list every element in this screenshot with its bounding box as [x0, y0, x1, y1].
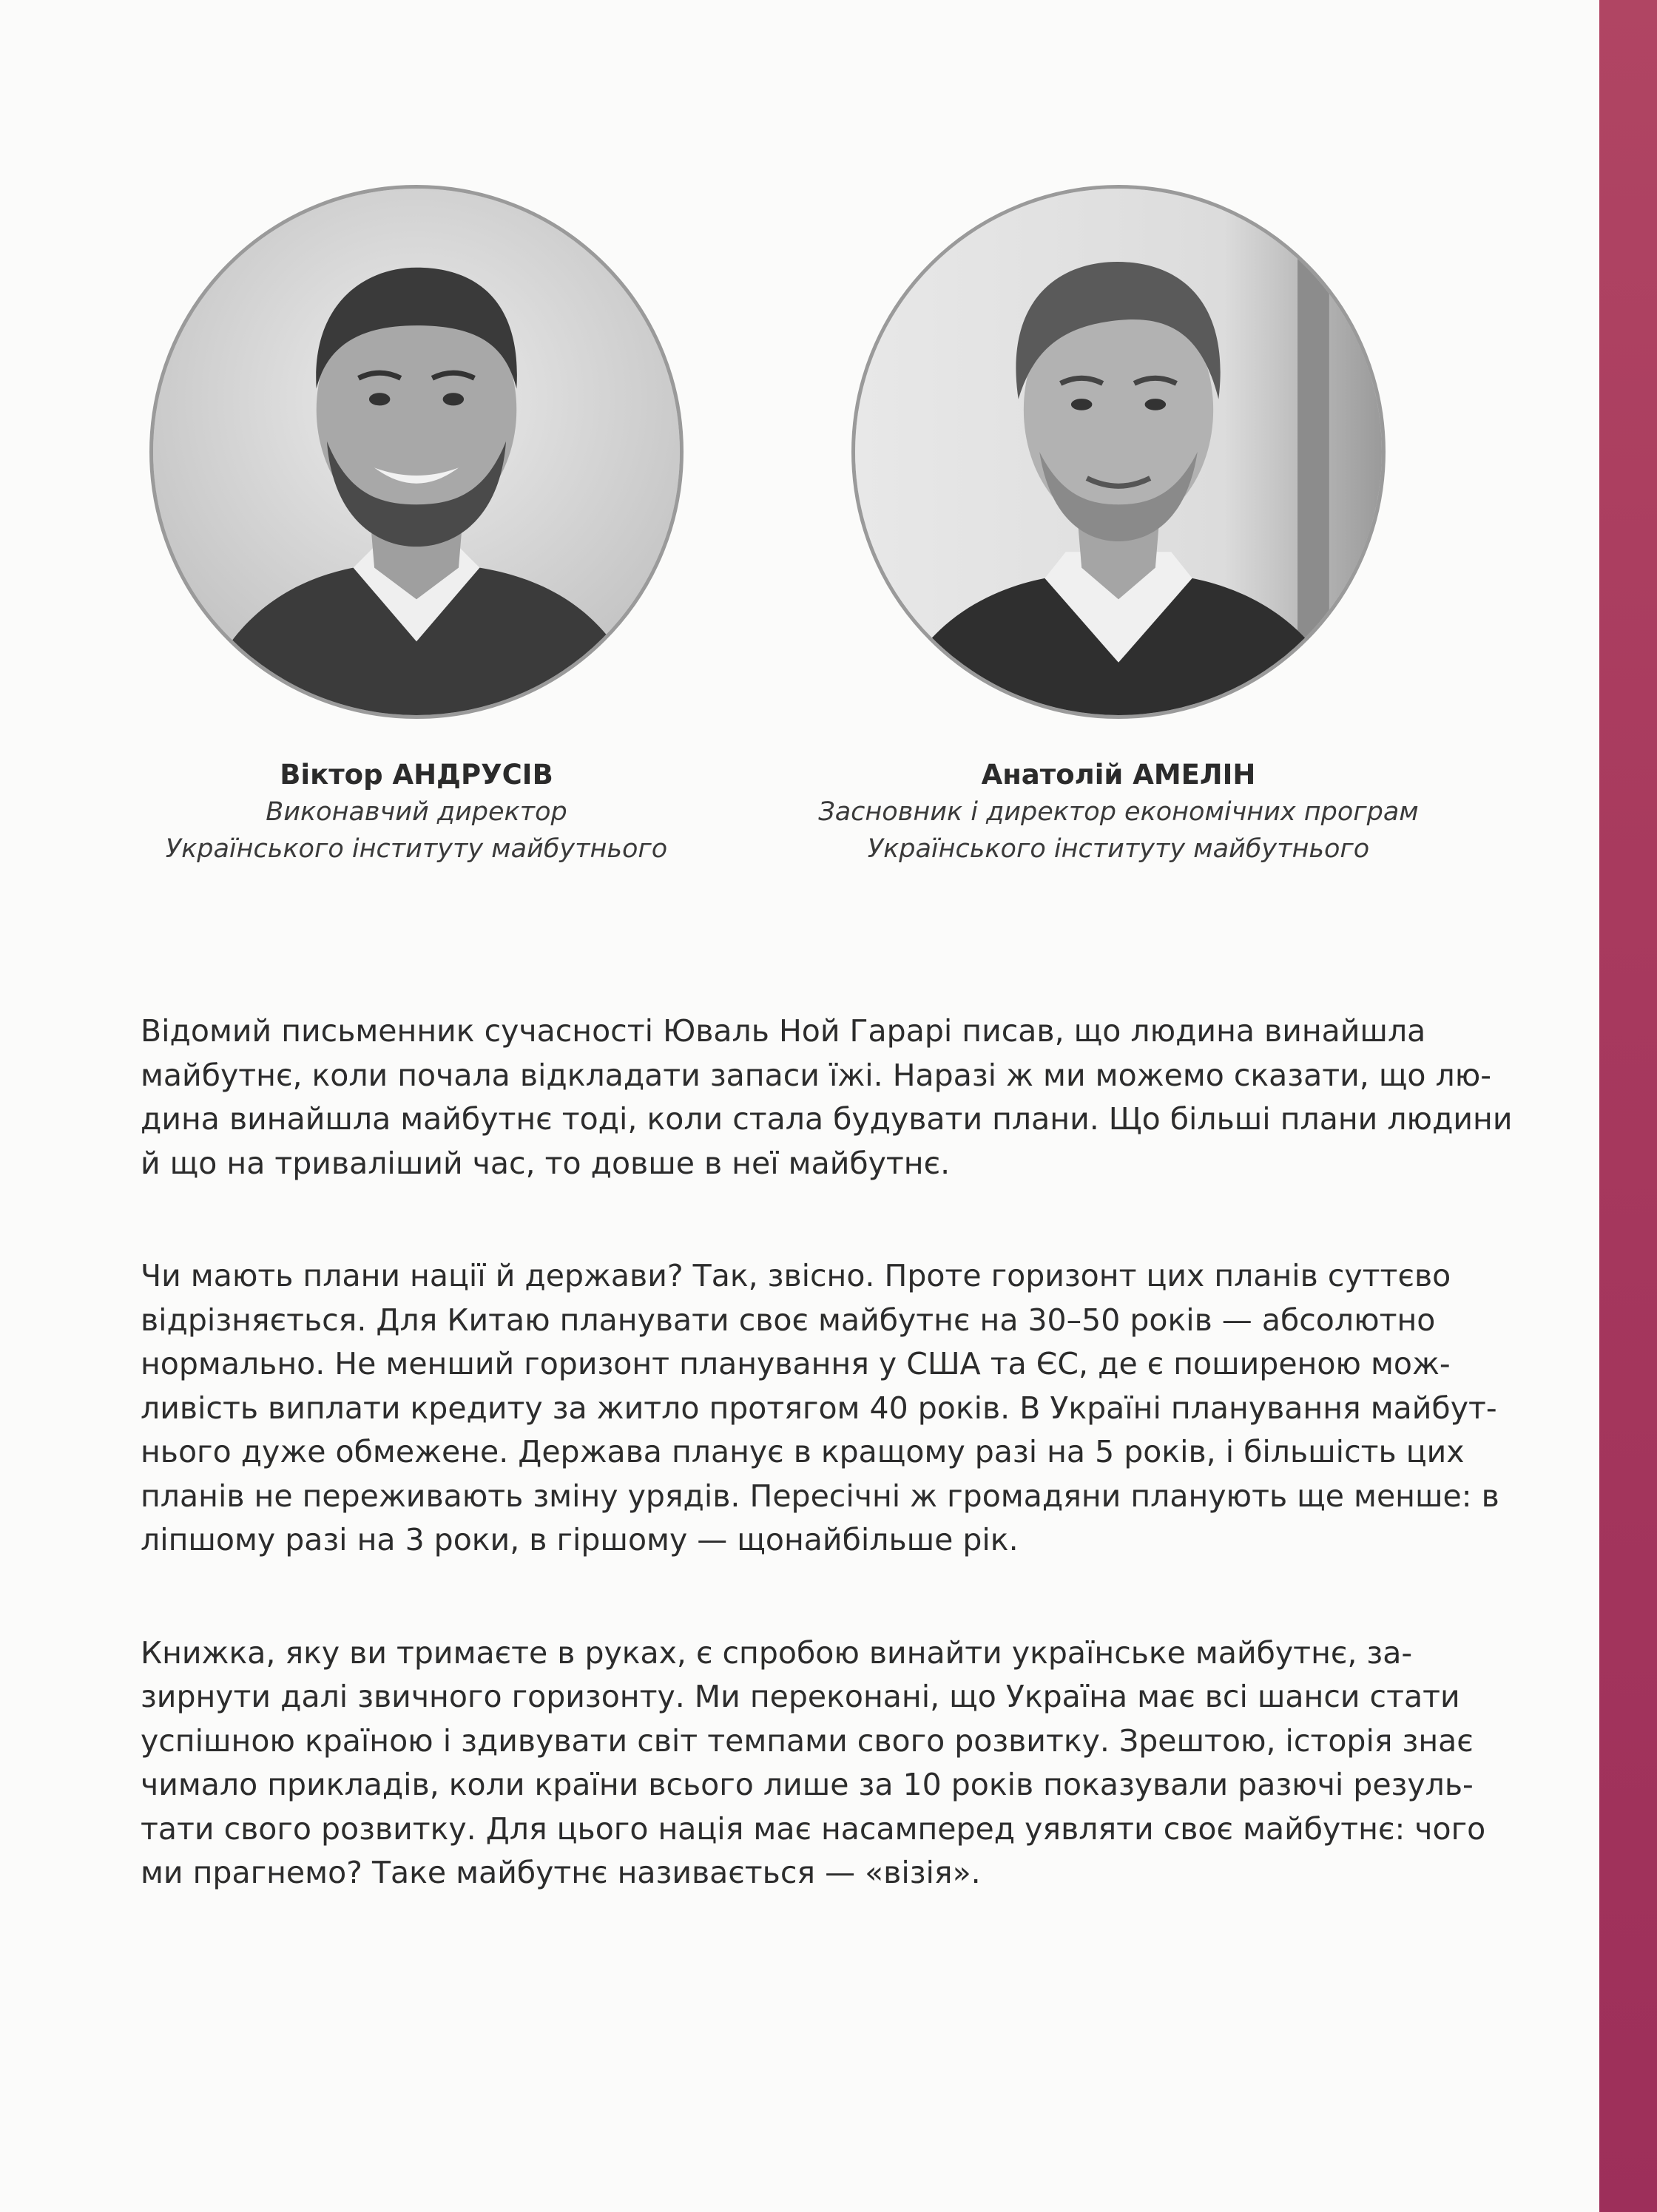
text-line: ми прагнемо? Таке майбутнє називається — «візія».: [141, 1855, 981, 1890]
text-line: нормально. Не менший горизонт планування у США та ЄС, де є поширеною мож-: [141, 1346, 1451, 1381]
text-line: Книжка, яку ви тримаєте в руках, є спробою винайти українське майбутнє, за-: [141, 1634, 1413, 1671]
text-line: й що на триваліший час, то довше в неї майбутнє.: [141, 1145, 951, 1181]
text-line: планів не переживають зміну урядів. Пересічні ж громадяни планують ще менше: в: [141, 1478, 1499, 1514]
portrait-photo-left: [149, 185, 684, 719]
text-line: дина винайшла майбутнє тоді, коли стала будувати плани. Що більші плани людини: [141, 1101, 1513, 1137]
side-color-band: [1599, 0, 1657, 2212]
person-role-line: Засновник і директор економічних програм: [818, 797, 1419, 827]
paragraph: [141, 1631, 1502, 1895]
text-line: ливість виплати кредиту за житло протягом 40 років. В Україні планування майбут-: [141, 1390, 1497, 1426]
portrait-left-graphic: [153, 189, 680, 715]
paragraph: [141, 1009, 1513, 1186]
caption-right: [786, 757, 1451, 867]
text-line: тати свого розвитку. Для цього нація має насамперед уявляти своє майбутнє: чого: [141, 1810, 1486, 1847]
person-role-line: Українського інституту майбутнього: [867, 834, 1370, 864]
text-line: чимало прикладів, коли країни всього лише за 10 років показували разючі резуль-: [141, 1767, 1474, 1802]
person-name: Віктор АНДРУСІВ: [280, 759, 553, 791]
text-line: Чи мають плани нації й держави? Так, звісно. Проте горизонт цих планів суттєво: [141, 1258, 1451, 1293]
text-line: успішною країною і здивувати світ темпами свого розвитку. Зрештою, історія знає: [141, 1722, 1474, 1759]
portrait-right-graphic: [855, 189, 1382, 715]
person-role-line: Українського інституту майбутнього: [165, 834, 668, 864]
person-role-line: Виконавчий директор: [266, 797, 567, 827]
portrait-photo-right: [851, 185, 1386, 719]
paragraph: [141, 1254, 1502, 1563]
text-line: зирнути далі звичного горизонту. Ми переконані, що Україна має всі шанси стати: [141, 1679, 1460, 1714]
text-line: нього дуже обмежене. Держава планує в кращому разі на 5 років, і більшість цих: [141, 1434, 1465, 1469]
text-line: майбутнє, коли почала відкладати запаси їжі. Наразі ж ми можемо сказати, що лю-: [141, 1057, 1492, 1093]
text-line: Відомий письменник сучасності Юваль Ной Гарарі писав, що людина винайшла: [141, 1013, 1426, 1049]
text-line: відрізняється. Для Китаю планувати своє майбутнє на 30–50 років — абсолютно: [141, 1302, 1436, 1338]
text-line: ліпшому разі на 3 роки, в гіршому — щонайбільше рік.: [141, 1522, 1019, 1557]
person-name: Анатолій АМЕЛІН: [981, 759, 1256, 791]
caption-left: [84, 757, 749, 867]
body-text: [141, 1009, 1513, 1964]
